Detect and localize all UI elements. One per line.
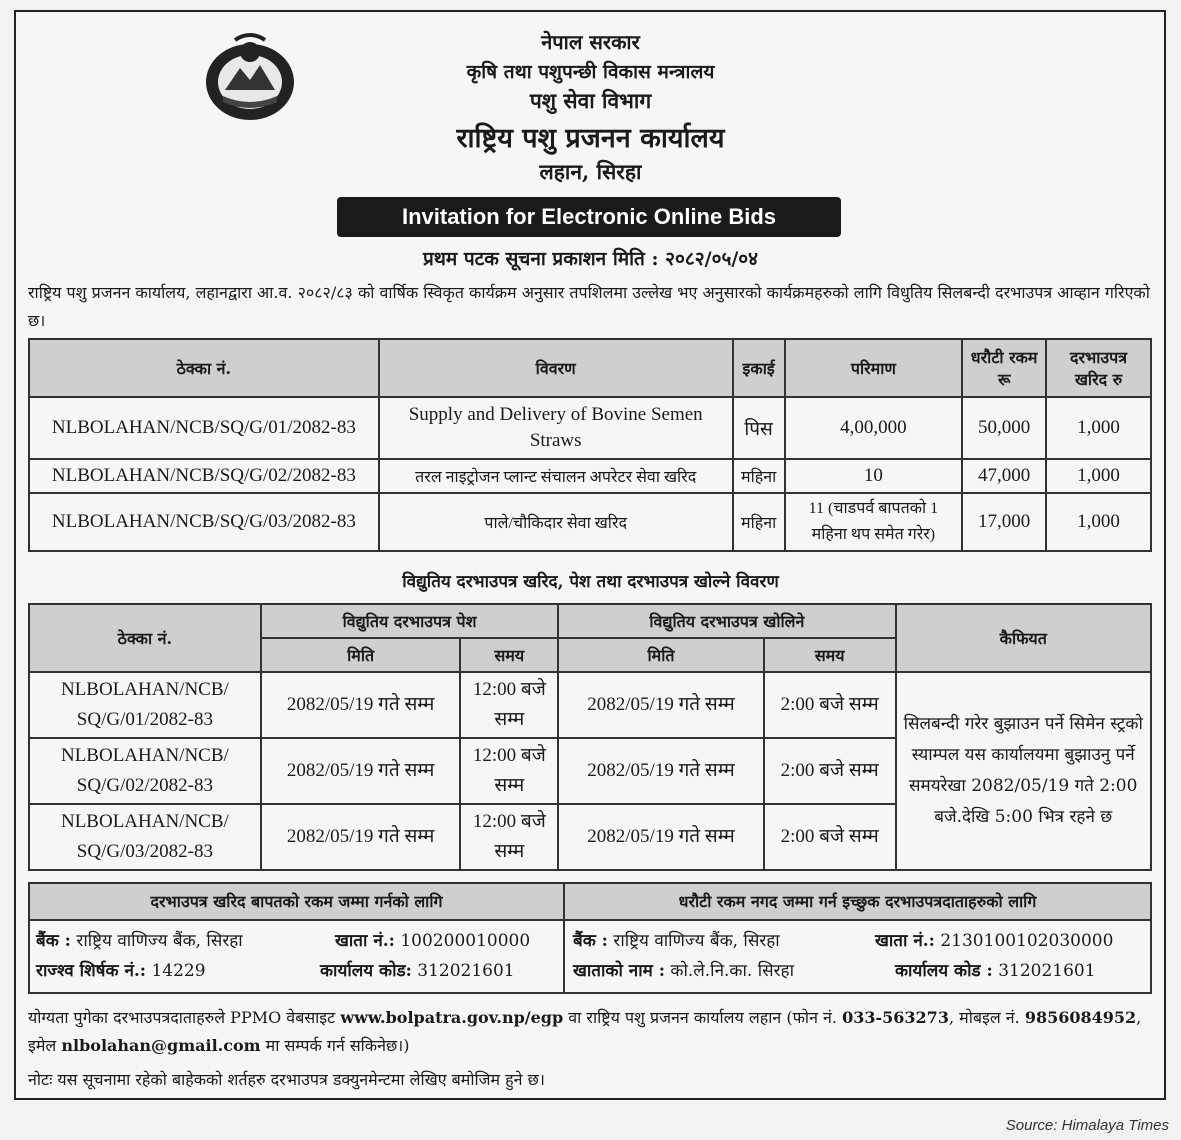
contract-no: NLBOLAHAN/NCB/SQ/G/01/2082-83	[29, 397, 379, 459]
quantity: 4,00,000	[785, 397, 963, 459]
header-department: पशु सेवा विभाग	[529, 88, 652, 113]
contract-no: NLBOLAHAN/NCB/SQ/G/02/2082-83	[29, 459, 379, 493]
header-location: लहान, सिरहा	[539, 159, 642, 184]
table-row	[29, 397, 1151, 459]
unit: महिना	[733, 459, 785, 493]
source-credit: Source: Himalaya Times	[1005, 1117, 1169, 1134]
bank-details	[28, 882, 1152, 994]
contract-no: NLBOLAHAN/NCB/ SQ/G/02/2082-83	[29, 738, 261, 804]
quantity: 11 (चाडपर्व बापतको 1 महिना थप समेत गरेर)	[785, 493, 963, 551]
schedule-title: विद्युतिय दरभाउपत्र खरिद, पेश तथा दरभाउपत्र खोल्ने विवरण	[402, 572, 779, 592]
col-unit: इकाई	[733, 339, 785, 397]
col-submission: विद्युतिय दरभाउपत्र पेश	[261, 604, 558, 638]
col-description: विवरण	[379, 339, 733, 397]
bid-fee-bank-name: राष्ट्रिय वाणिज्य बैंक, सिरहा	[76, 931, 243, 951]
contract-no: NLBOLAHAN/NCB/ SQ/G/03/2082-83	[29, 804, 261, 870]
unit: महिना	[733, 493, 785, 551]
description: तरल नाइट्रोजन प्लान्ट संचालन अपरेटर सेवा खरिद	[379, 459, 733, 493]
table-row	[29, 672, 1151, 738]
intro-paragraph: राष्ट्रिय पशु प्रजनन कार्यालय, लहानद्वारा आ.व. २०८२/८३ को वार्षिक स्विकृत कार्यक्रम अनुसार तपशिलमा उल्लेख भए अनुसारको कार्यक्रमहरुको लागि विधुतिय सिलबन्दी दरभाउपत्र आव्हान गरिएको छ।	[28, 283, 1150, 330]
table-row	[29, 493, 1151, 551]
open-time: 2:00 बजे सम्म	[764, 738, 896, 804]
remarks: सिलबन्दी गरेर बुझाउन पर्ने सिमेन स्ट्रको स्याम्पल यस कार्यालयमा बुझाउनु पर्ने समयरेखा 2082/05/19 गते 2:00 बजे.देखि 5:00 भित्र रहने छ	[896, 672, 1152, 870]
col-bid-fee: दरभाउपत्र खरिद रु	[1046, 339, 1151, 397]
deposit-account-no: 2130100102030000	[940, 931, 1114, 951]
bid-fee: 1,000	[1046, 459, 1151, 493]
notice-banner: Invitation for Electronic Online Bids	[337, 197, 841, 237]
deposit: 17,000	[962, 493, 1046, 551]
col-submit-time: समय	[460, 638, 558, 672]
bid-items-table	[28, 338, 1152, 552]
website-link[interactable]: www.bolpatra.gov.np/egp	[340, 1008, 564, 1027]
deposit-office-code: 312021601	[998, 961, 1096, 981]
deposit: 50,000	[962, 397, 1046, 459]
note-paragraph: नोटः यस सूचनामा रहेको बाहेकको शर्तहरु दरभाउपत्र डक्युनमेन्टमा लेखिए बमोजिम हुने छ।	[28, 1070, 545, 1089]
col-open-time: समय	[764, 638, 896, 672]
col-open-date: मिति	[558, 638, 764, 672]
col-contract-no: ठेक्का नं.	[29, 604, 261, 672]
col-submit-date: मिति	[261, 638, 461, 672]
publish-date: प्रथम पटक सूचना प्रकाशन मिति : २०८२/०५/०४	[422, 248, 759, 270]
contract-no: NLBOLAHAN/NCB/SQ/G/03/2082-83	[29, 493, 379, 551]
bid-fee-bank-section: दरभाउपत्र खरिद बापतको रकम जम्मा गर्नको लागि बैंक : राष्ट्रिय वाणिज्य बैंक, सिरहा खाता नं.: 100200010000 राज्श्व शिर्षक नं.: 14229 कार्यालय कोड: 312021601	[30, 884, 565, 992]
bid-fee: 1,000	[1046, 397, 1151, 459]
col-remarks: कैफियत	[896, 604, 1152, 672]
contact-paragraph: योग्यता पुगेका दरभाउपत्रदाताहरुले PPMO वेबसाइट www.bolpatra.gov.np/egp वा राष्ट्रिय पशु प्रजनन कार्यालय लहान (फोन नं. 033-563273, मोबइल नं. 9856084952, इमेल nlbolahan@gmail.com मा सम्पर्क गर्न सकिनेछ।)	[28, 1008, 1142, 1055]
unit: पिस	[733, 397, 785, 459]
bid-fee: 1,000	[1046, 493, 1151, 551]
header-office: राष्ट्रिय पशु प्रजनन कार्यालय	[456, 123, 725, 154]
col-deposit: धरौटी रकम रू	[962, 339, 1046, 397]
revenue-head-no: 14229	[151, 961, 206, 981]
open-date: 2082/05/19 गते सम्म	[558, 738, 764, 804]
deposit-bank-section: धरौटी रकम नगद जम्मा गर्न इच्छुक दरभाउपत्रदाताहरुको लागि बैंक : राष्ट्रिय वाणिज्य बैंक, सिरहा खाता नं.: 2130100102030000 खाताको नाम : को.ले.नि.का. सिरहा कार्यालय कोड : 312021601	[565, 884, 1150, 992]
mobile-number: 9856084952	[1024, 1008, 1137, 1027]
contract-no: NLBOLAHAN/NCB/ SQ/G/01/2082-83	[29, 672, 261, 738]
open-time: 2:00 बजे सम्म	[764, 804, 896, 870]
submit-time: 12:00 बजे सम्म	[460, 804, 558, 870]
bid-fee-bank-title: दरभाउपत्र खरिद बापतको रकम जम्मा गर्नको लागि	[30, 884, 563, 921]
submit-date: 2082/05/19 गते सम्म	[261, 672, 461, 738]
submit-date: 2082/05/19 गते सम्म	[261, 738, 461, 804]
phone-number: 033-563273	[842, 1008, 949, 1027]
header-ministry: कृषि तथा पशुपन्छी विकास मन्त्रालय	[466, 61, 715, 83]
description: पाले/चौकिदार सेवा खरिद	[379, 493, 733, 551]
email-link[interactable]: nlbolahan@gmail.com	[61, 1036, 261, 1055]
open-date: 2082/05/19 गते सम्म	[558, 672, 764, 738]
submit-date: 2082/05/19 गते सम्म	[261, 804, 461, 870]
bid-fee-office-code: 312021601	[417, 961, 515, 981]
schedule-table	[28, 603, 1152, 871]
deposit-bank-name: राष्ट्रिय वाणिज्य बैंक, सिरहा	[613, 931, 780, 951]
table-row	[29, 459, 1151, 493]
submit-time: 12:00 बजे सम्म	[460, 738, 558, 804]
col-quantity: परिमाण	[785, 339, 963, 397]
col-opening: विद्युतिय दरभाउपत्र खोलिने	[558, 604, 895, 638]
bid-fee-account-no: 100200010000	[400, 931, 531, 951]
description: Supply and Delivery of Bovine Semen Straws	[379, 397, 733, 459]
submit-time: 12:00 बजे सम्म	[460, 672, 558, 738]
open-time: 2:00 बजे सम्म	[764, 672, 896, 738]
deposit-account-name: को.ले.नि.का. सिरहा	[670, 961, 794, 981]
open-date: 2082/05/19 गते सम्म	[558, 804, 764, 870]
header-government: नेपाल सरकार	[541, 30, 640, 54]
deposit-bank-title: धरौटी रकम नगद जम्मा गर्न इच्छुक दरभाउपत्रदाताहरुको लागि	[565, 884, 1150, 921]
col-contract-no: ठेक्का नं.	[29, 339, 379, 397]
quantity: 10	[785, 459, 963, 493]
deposit: 47,000	[962, 459, 1046, 493]
